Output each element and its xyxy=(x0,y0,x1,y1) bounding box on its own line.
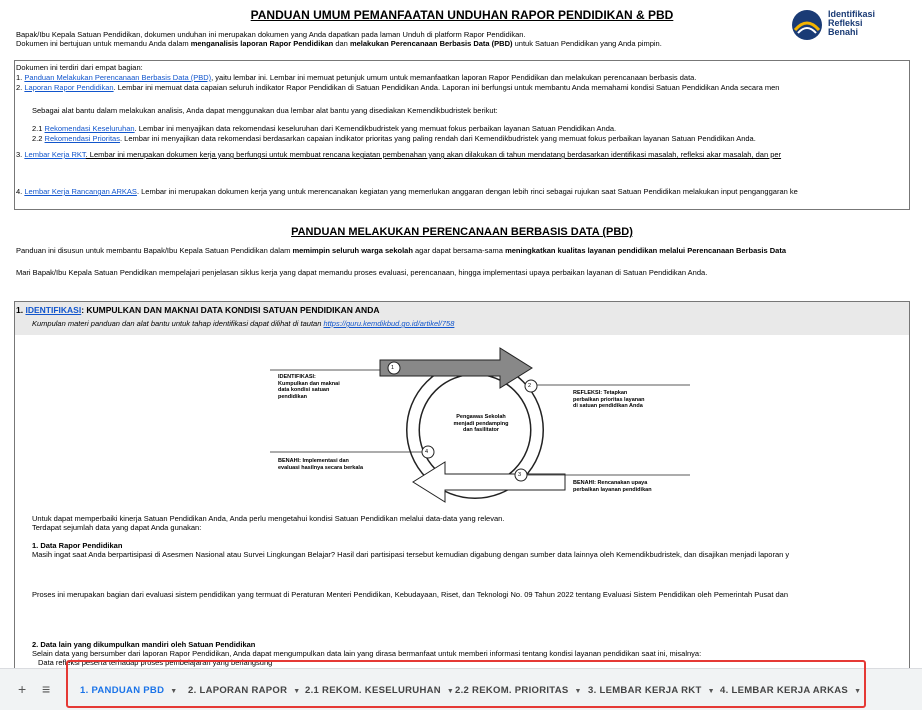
data-1-title: 1. Data Rapor Pendidikan xyxy=(32,541,123,550)
parts-intro: Dokumen ini terdiri dari empat bagian: xyxy=(16,63,143,72)
tab-panduan-pbd[interactable]: 1. PANDUAN PBD ▼ xyxy=(80,685,178,696)
pbd-paragraph-1: Panduan ini disusun untuk membantu Bapak/Ibu Kepala Satuan Pendidikan dalam memimpin seluruh warga sekolah agar dapat bersama-sama meningkatkan kualitas layanan pendidikan melalui Perencanaan Berbasis Data xyxy=(16,246,787,255)
part-1: 1. Panduan Melakukan Perencanaan Berbasis Data (PBD), yaitu lembar ini. Lembar ini memuat petunjuk umum untuk memanfaatkan laporan Rapor Pendidikan dan melakukan perencanaan berbasis data. xyxy=(16,73,697,82)
pbd-paragraph-2: Mari Bapak/Ibu Kepala Satuan Pendidikan mempelajari penjelasan siklus kerja yang dapat memandu proses evaluasi, perencanaan, hingga implementasi upaya perbaikan layanan di Satuan Pendidikan Anda. xyxy=(16,268,708,277)
logo-emblem-icon xyxy=(790,8,824,42)
tool-2-1: 2.1 Rekomendasi Keseluruhan. Lembar ini menyajikan data rekomendasi keseluruhan dari Kemendikbudristek yang memuat fokus perbaikan layanan Satuan Pendidikan Anda. xyxy=(32,124,617,133)
intro-line-2: Dokumen ini bertujuan untuk memandu Anda dalam menganalisis laporan Rapor Pendidikan dan melakukan Perencanaan Berbasis Data (PBD) untuk Satuan Pendidikan yang Anda pimpin. xyxy=(16,39,662,48)
logo-text xyxy=(828,10,875,37)
tab-dropdown-icon[interactable]: ▼ xyxy=(446,688,455,695)
identifikasi-label: IDENTIFIKASI: Kumpulkan dan maknai data kondisi satuan pendidikan xyxy=(278,374,340,400)
highlight-box xyxy=(66,660,866,708)
after-diagram-2: Terdapat sejumlah data yang dapat Anda gunakan: xyxy=(32,523,202,532)
tool-2-2: 2.2 Rekomendasi Prioritas. Lembar ini menyajikan data rekomendasi berdasarkan capaian indikator prioritas yang paling rendah dari Kemendikbudristek yang memuat fokus perbaikan layanan Satuan Pendidikan Anda. xyxy=(32,134,756,143)
tab-laporan-rapor[interactable]: 2. LAPORAN RAPOR ▼ xyxy=(188,685,301,696)
logo-line-3: Benahi xyxy=(828,27,859,37)
step-2-number: 2 xyxy=(528,383,532,389)
part-1-link[interactable]: Panduan Melakukan Perencanaan Berbasis Data (PBD) xyxy=(24,73,212,82)
intro-line-1: Bapak/Ibu Kepala Satuan Pendidikan, dokumen unduhan ini merupakan dokumen yang Anda dapatkan pada laman Unduh di platform Rapor Pendidikan. xyxy=(16,30,526,39)
guru-kemdikbud-link[interactable]: https://guru.kemdikbud.go.id/artikel/758 xyxy=(323,319,455,328)
section-1-subtitle: Kumpulan materi panduan dan alat bantu untuk tahap identifikasi dapat dilihat di tautan https://guru.kemdikbud.go.id/artikel/758 xyxy=(32,319,455,328)
after-diagram-1: Untuk dapat memperbaiki kinerja Satuan Pendidikan Anda, Anda perlu mengetahui kondisi Satuan Pendidikan melalui data-data yang relevan. xyxy=(32,514,505,523)
data-2-text-2: Data refleksi peserta terhadap proses pembelajaran yang berlangsung xyxy=(38,658,273,667)
data-1-text-2: Proses ini merupakan bagian dari evaluasi sistem pendidikan yang termuat di Peraturan Menteri Pendidikan, Kebudayaan, Riset, dan Teknologi No. 09 Tahun 2022 tentang Evaluasi Sistem Pendidikan oleh Pemerintah Pusat dan xyxy=(32,590,789,599)
add-sheet-icon[interactable]: + xyxy=(18,681,27,697)
section-1-title: 1. IDENTIFIKASI: KUMPULKAN DAN MAKNAI DATA KONDISI SATUAN PENDIDIKAN ANDA xyxy=(16,305,380,315)
identifikasi-link[interactable]: IDENTIFIKASI xyxy=(25,305,82,315)
all-sheets-menu-icon[interactable]: ≡ xyxy=(42,681,51,697)
tab-lembar-kerja-rkt[interactable]: 3. LEMBAR KERJA RKT ▼ xyxy=(588,685,715,696)
part-2-link[interactable]: Laporan Rapor Pendidikan xyxy=(24,83,114,92)
step-4-number: 4 xyxy=(425,449,429,455)
document-title: PANDUAN UMUM PEMANFAATAN UNDUHAN RAPOR PENDIDIKAN & PBD xyxy=(250,8,674,22)
refleksi-label: REFLEKSI: Tetapkan perbaikan prioritas layanan di satuan pendidikan Anda xyxy=(573,390,645,409)
tool-2-2-link[interactable]: Rekomendasi Prioritas xyxy=(44,134,120,143)
benahi-implement-label: BENAHI: Implementasi dan evaluasi hasilnya secara berkala xyxy=(278,458,364,471)
data-2-text: Selain data yang bersumber dari laporan Rapor Pendidikan, Anda dapat mengumpulkan data lain yang dirasa bermanfaat untuk memberi informasi tentang kondisi layanan pendidikan saat ini, misalnya: xyxy=(32,649,702,658)
part-3-link[interactable]: Lembar Kerja RKT xyxy=(24,150,86,159)
part-3: 3. Lembar Kerja RKT. Lembar ini merupakan dokumen kerja yang berfungsi untuk membuat rencana kegiatan pembenahan yang akan dilakukan di tahun mendatang berdasarkan identifikasi masalah, refleksi akar masalah, dan per xyxy=(16,150,782,159)
logo-line-1: Identifikasi xyxy=(828,9,876,19)
tab-dropdown-icon[interactable]: ▼ xyxy=(170,688,178,695)
cycle-center-label: Pengawas Sekolah menjadi pendamping dan fasilitator xyxy=(453,414,509,433)
benahi-plan-label: BENAHI: Rencanakan upaya perbaikan layanan pendidikan xyxy=(573,480,652,493)
tool-2-1-link[interactable]: Rekomendasi Keseluruhan xyxy=(44,124,135,133)
logo-line-2: Refleksi xyxy=(828,18,863,28)
tab-rekom-prioritas[interactable]: 2.2 REKOM. PRIORITAS ▼ xyxy=(455,685,582,696)
tab-dropdown-icon[interactable]: ▼ xyxy=(574,688,582,695)
tab-dropdown-icon[interactable]: ▼ xyxy=(707,688,715,695)
part-4-link[interactable]: Lembar Kerja Rancangan ARKAS xyxy=(24,187,137,196)
tab-lembar-kerja-arkas[interactable]: 4. LEMBAR KERJA ARKAS ▼ xyxy=(720,685,862,696)
tab-dropdown-icon[interactable]: ▼ xyxy=(293,688,301,695)
irb-logo xyxy=(790,8,910,44)
part-2: 2. Laporan Rapor Pendidikan. Lembar ini memuat data capaian seluruh indikator Rapor Pendidikan di Satuan Pendidikan Anda. Laporan ini berfungsi untuk membantu Anda memahami kondisi Satuan Pendidikan Anda secara men xyxy=(16,83,780,92)
tab-rekom-keseluruhan[interactable]: 2.1 REKOM. KESELURUHAN ▼ xyxy=(305,685,455,696)
step-3-number: 3 xyxy=(518,472,522,478)
tab-dropdown-icon[interactable]: ▼ xyxy=(854,688,862,695)
data-2-title: 2. Data lain yang dikumpulkan mandiri oleh Satuan Pendidikan xyxy=(32,640,256,649)
data-1-text: Masih ingat saat Anda berpartisipasi di Asesmen Nasional atau Survei Lingkungan Belajar? Hasil dari partisipasi tersebut kemudian digabung dengan sumber data lainnya oleh Kemendikbudristek, dan disajikan menjadi laporan y xyxy=(32,550,790,559)
tools-intro: Sebagai alat bantu dalam melakukan analisis, Anda dapat menggunakan dua lembar alat bantu yang disediakan Kemendikbudristek berikut: xyxy=(32,106,498,115)
step-1-number: 1 xyxy=(391,365,395,371)
part-4: 4. Lembar Kerja Rancangan ARKAS. Lembar ini merupakan dokumen kerja yang untuk merencanakan kegiatan yang memerlukan anggaran dengan lebih rinci sebagai rujukan saat Satuan Pendidikan melakukan input penganggaran ke xyxy=(16,187,798,196)
pbd-title: PANDUAN MELAKUKAN PERENCANAAN BERBASIS DATA (PBD) xyxy=(291,226,633,238)
